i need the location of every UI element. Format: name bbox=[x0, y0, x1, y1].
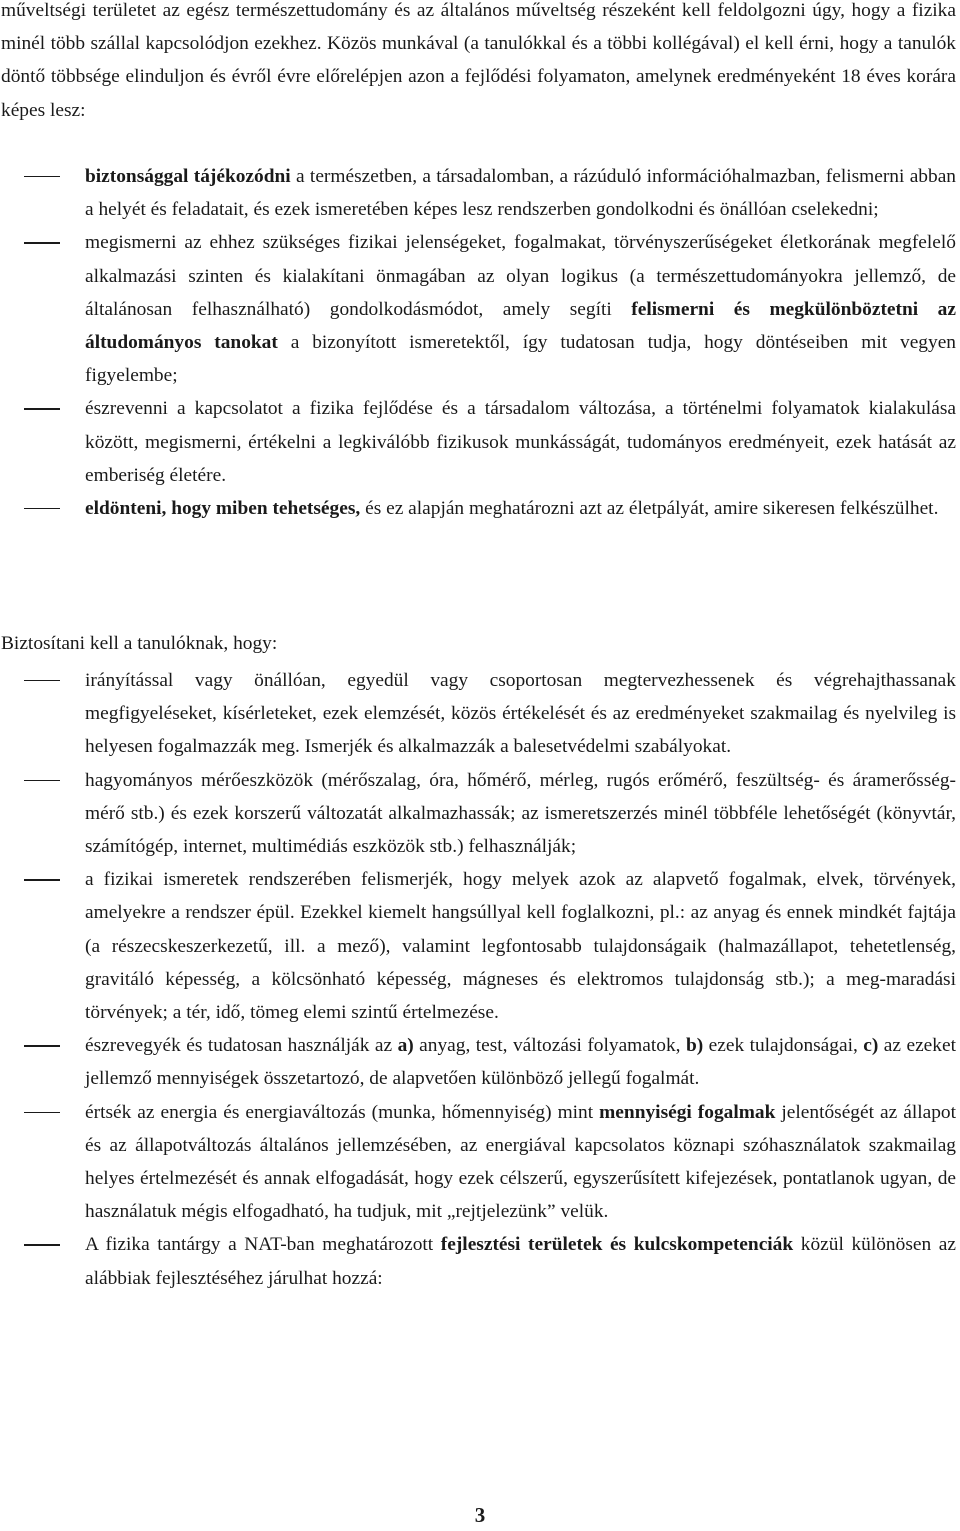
list-item bbox=[0, 160, 956, 226]
list-item bbox=[0, 392, 956, 492]
item-text: irányítással vagy önállóan, egyedül vagy csoportosan megtervezhessenek és végrehajthassanak megfigyeléseket, kísérleteket, ezek elemzését, közös értékelését és az eredményeket szakmailag és nyelvileg is helyesen fogalmazzák meg. Ismerjék és alkalmazzák a balesetvédelmi szabályokat. bbox=[85, 670, 956, 758]
bold-text: c) bbox=[863, 1035, 879, 1057]
dash-bullet bbox=[24, 780, 60, 781]
item-text: az ezeket jellemző mennyiségek összetartozó, de alapvetően különböző jellegű fogalmát. bbox=[85, 1035, 956, 1090]
item-text: észrevenni a kapcsolatot a fizika fejlődése és a társadalom változása, a történelmi folyamatok kialakulása között, megismerni, értékelni a legkiválóbb fizikusok munkásságát, tudományos eredményeit, ezek hatását az emberiség életére. bbox=[85, 398, 956, 486]
list-item bbox=[0, 764, 956, 864]
dash-bullet bbox=[24, 1045, 60, 1046]
item-text: anyag, test, változási folyamatok, bbox=[413, 1035, 686, 1057]
section-intro: Biztosítani kell a tanulóknak, hogy: bbox=[1, 633, 278, 654]
dash-bullet bbox=[24, 408, 60, 409]
item-text: a fizikai ismeretek rendszerében felismerjék, hogy melyek azok az alapvető fogalmak, elvek, törvények, amelyekre a rendszer épül. Ezekkel kiemelt hangsúllyal kell foglalkozni, pl.: az anyag és ennek mindkét fajtája (a részecskeszerkezetű, ill. a mező), valamint legfontosabb tulajdonságaik (halmazállapot, tehetetlenség, gravitáló képesség, a kölcsönható képesség, mágneses és elektromos tulajdonság stb.); a meg-maradási törvények; a tér, idő, tömeg elemi szintű értelmezése. bbox=[85, 869, 956, 1024]
intro-paragraph: műveltségi területet az egész természettudomány és az általános műveltség részeként kell feldolgozni úgy, hogy a fizika minél több szállal kapcsolódjon ezekhez. Közös munkával (a tanulókkal és a többi kollégával) el kell érni, hogy a tanulók döntő többsége elinduljon és évről évre előrelépjen azon a fejlődési folyamaton, amelynek eredményeként 18 éves korára képes lesz: bbox=[1, 0, 956, 121]
dash-bullet bbox=[24, 176, 60, 177]
dash-bullet bbox=[24, 879, 60, 880]
page-number: 3 bbox=[474, 1503, 486, 1527]
item-text: közül különösen az alábbiak fejlesztéséhez járulhat hozzá: bbox=[85, 1234, 956, 1289]
dash-bullet bbox=[24, 508, 60, 509]
bold-text: mennyiségi fogalmak bbox=[599, 1101, 776, 1123]
list-item bbox=[0, 664, 956, 764]
item-text: megismerni az ehhez szükséges fizikai jelenségeket, fogalmakat, törvényszerűségeket életkorának megfelelő alkalmazási szinten és kialakítani önmagában az olyan logikus (a természettudományokra jellemző, de általánosan felhasználható) gondolkodásmódot, amely segíti bbox=[85, 232, 956, 320]
item-text: A fizika tantárgy a NAT-ban meghatározott bbox=[85, 1234, 441, 1256]
list-item bbox=[0, 1029, 956, 1095]
bold-text: b) bbox=[685, 1035, 704, 1057]
item-text: hagyományos mérőeszközök (mérőszalag, óra, hőmérő, mérleg, rugós erőmérő, feszültség- és áramerősség-mérő stb.) és ezek korszerű változatát alkalmazhassák; az ismeretszerzés minél többféle lehetőségét (könyvtár, számítógép, internet, multimédiás eszközök stb.) felhasználják; bbox=[85, 769, 956, 858]
item-text: a bizonyított ismeretektől, így tudatosan tudja, hogy döntéseiben mit vegyen figyelembe; bbox=[85, 332, 956, 387]
dash-bullet bbox=[24, 1112, 60, 1113]
dash-bullet bbox=[24, 1244, 60, 1245]
list-item bbox=[0, 1228, 956, 1294]
bold-text: a) bbox=[397, 1035, 414, 1057]
item-text: észrevegyék és tudatosan használják az bbox=[85, 1035, 398, 1057]
bold-text: felismerni és megkülönböztetni az áltudományos tanokat bbox=[85, 298, 956, 354]
item-text: jelentőségét az állapot és az állapotváltozás általános jellemzésében, az energiával kapcsolatos köznapi szóhasználatok szakmailag helyes értelmezését és annak elfogadását, hogy ezek célszerű, egyszerűsített kifejezések, pontatlanok ugyan, de használatuk mégis elfogadható, ha tudjuk, mit „rejtjelezünk” velük. bbox=[85, 1101, 956, 1223]
item-text: és ez alapján meghatározni azt az életpályát, amire sikeresen felkészülhet. bbox=[360, 498, 939, 520]
requirements-list bbox=[0, 664, 960, 1295]
bold-text: fejlesztési területek és kulcskompetenciák bbox=[440, 1234, 794, 1256]
item-text: ezek tulajdonságai, bbox=[703, 1035, 864, 1057]
list-item bbox=[0, 492, 956, 525]
item-text: a természetben, a társadalomban, a rázúduló információhalmazban, felismerni abban a helyét és feladatait, és ezek ismeretében képes lesz rendszerben gondolkodni és önállóan cselekedni; bbox=[85, 166, 956, 221]
goals-list bbox=[0, 160, 960, 525]
dash-bullet bbox=[24, 680, 60, 681]
item-text: értsék az energia és energiaváltozás (munka, hőmennyiség) mint bbox=[85, 1101, 600, 1123]
bold-text: biztonsággal tájékozódni bbox=[85, 166, 291, 187]
list-item bbox=[0, 226, 956, 392]
list-item bbox=[0, 1096, 956, 1229]
bold-text: eldönteni, hogy miben tehetséges, bbox=[85, 498, 361, 520]
dash-bullet bbox=[24, 242, 60, 243]
list-item bbox=[0, 863, 956, 1029]
